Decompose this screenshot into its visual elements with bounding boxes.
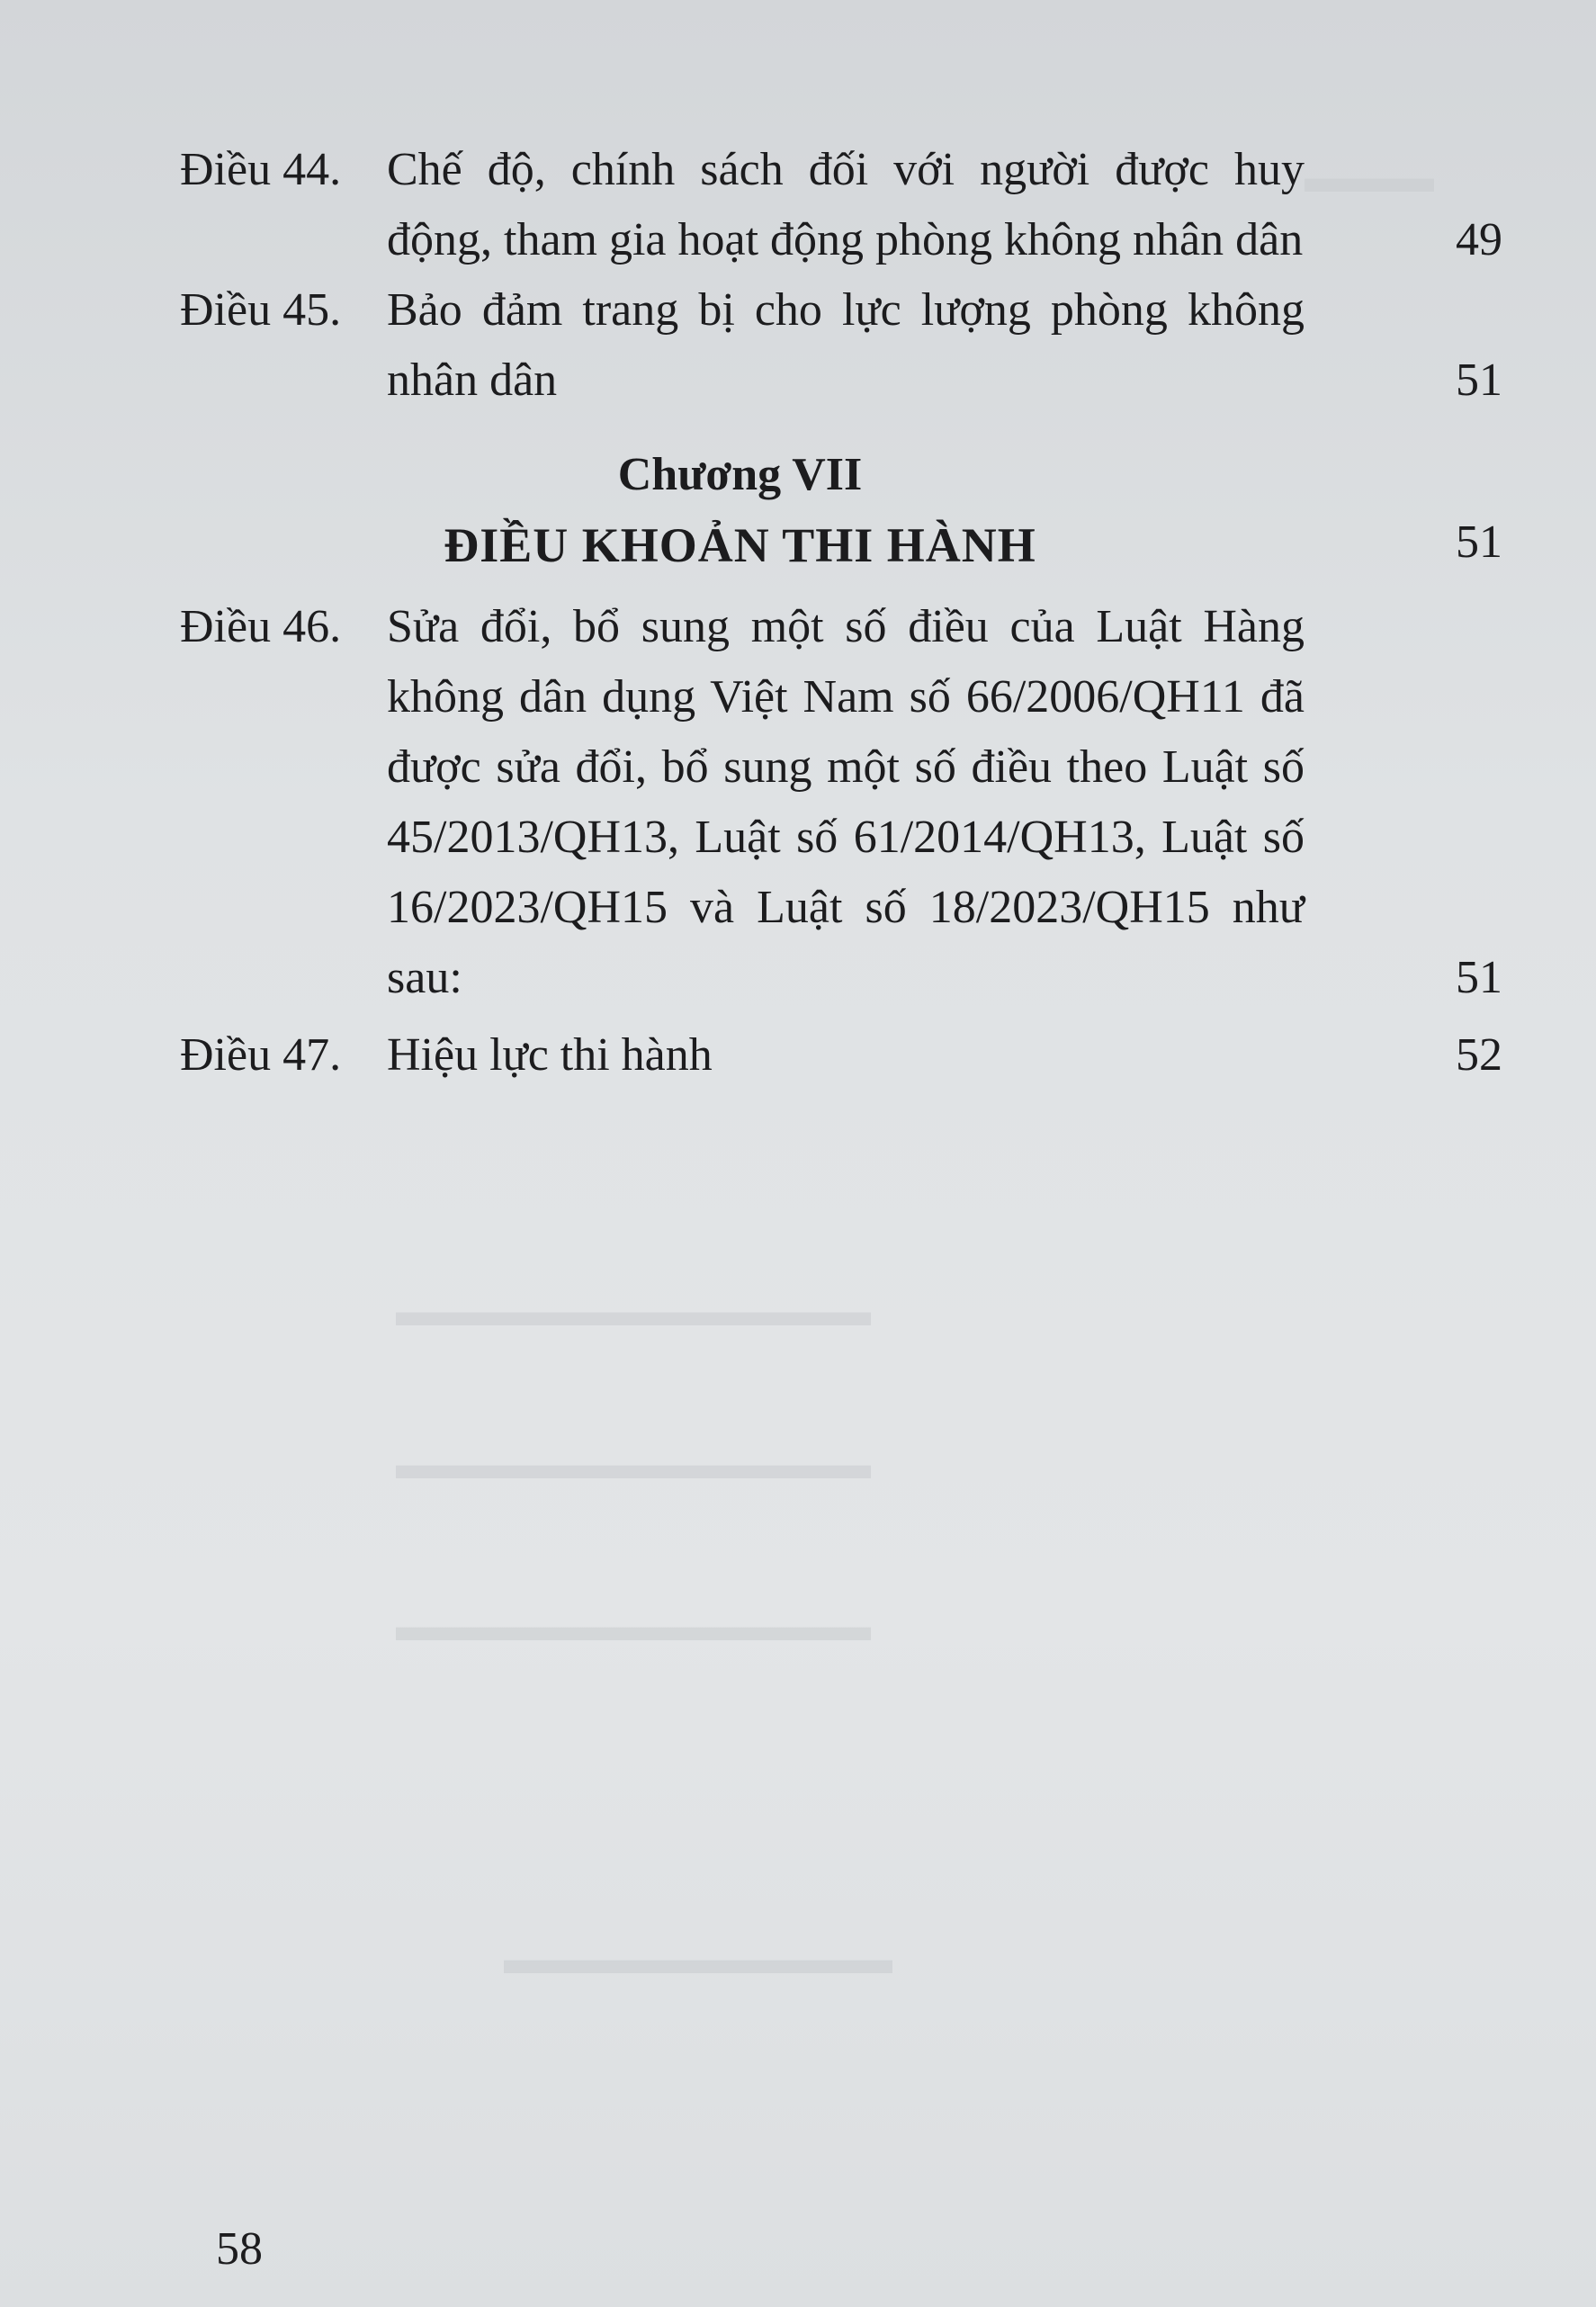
bleed-through-decoration: ▬▬▬▬▬▬▬▬▬▬▬ — [396, 1602, 871, 1650]
toc-entry[interactable] — [180, 592, 1502, 1013]
article-title: Chế độ, chính sách đối với người được huy động, tham gia hoạt động phòng không nhân dân — [387, 144, 1305, 265]
page-number: 51 — [1456, 355, 1502, 406]
article-title: Hiệu lực thi hành — [387, 1029, 713, 1081]
article-number: Điều 46. — [180, 601, 342, 652]
page-number: 51 — [1456, 952, 1502, 1003]
bleed-through-decoration: ▬▬▬▬▬▬▬▬▬▬▬ — [396, 1441, 871, 1488]
folio-page-number: 58 — [216, 2223, 263, 2275]
page-number: 51 — [1456, 516, 1502, 568]
toc-entry[interactable] — [180, 135, 1502, 275]
bleed-through-decoration: ▬▬▬ — [1305, 154, 1434, 202]
article-number: Điều 45. — [180, 284, 342, 336]
article-number: Điều 47. — [180, 1029, 342, 1081]
toc-entry[interactable] — [180, 275, 1502, 416]
toc-entry[interactable] — [180, 1020, 1502, 1091]
chapter-title: ĐIỀU KHOẢN THI HÀNH — [444, 518, 1036, 572]
bleed-through-decoration: ▬▬▬▬▬▬▬▬▬▬▬ — [396, 1288, 871, 1335]
article-number: Điều 44. — [180, 144, 342, 195]
article-title: Sửa đổi, bổ sung một số điều của Luật Hàng không dân dụng Việt Nam số 66/2006/QH11 đã được sửa đổi, bổ sung một số điều theo Luật số 45/2013/QH13, Luật số 61/2014/QH13, Luật số 16/2023/QH15 và Luật số 18/2023/QH15 như sau: — [387, 601, 1305, 1003]
page-number: 49 — [1456, 214, 1502, 265]
chapter-label: Chương VII — [617, 449, 863, 500]
article-title: Bảo đảm trang bị cho lực lượng phòng không nhân dân — [387, 284, 1305, 406]
page-number: 52 — [1456, 1029, 1502, 1081]
table-of-contents — [180, 135, 1502, 1091]
chapter-heading[interactable] — [180, 443, 1502, 583]
bleed-through-decoration: ▬▬▬▬▬▬▬▬▬ — [504, 1935, 892, 1983]
